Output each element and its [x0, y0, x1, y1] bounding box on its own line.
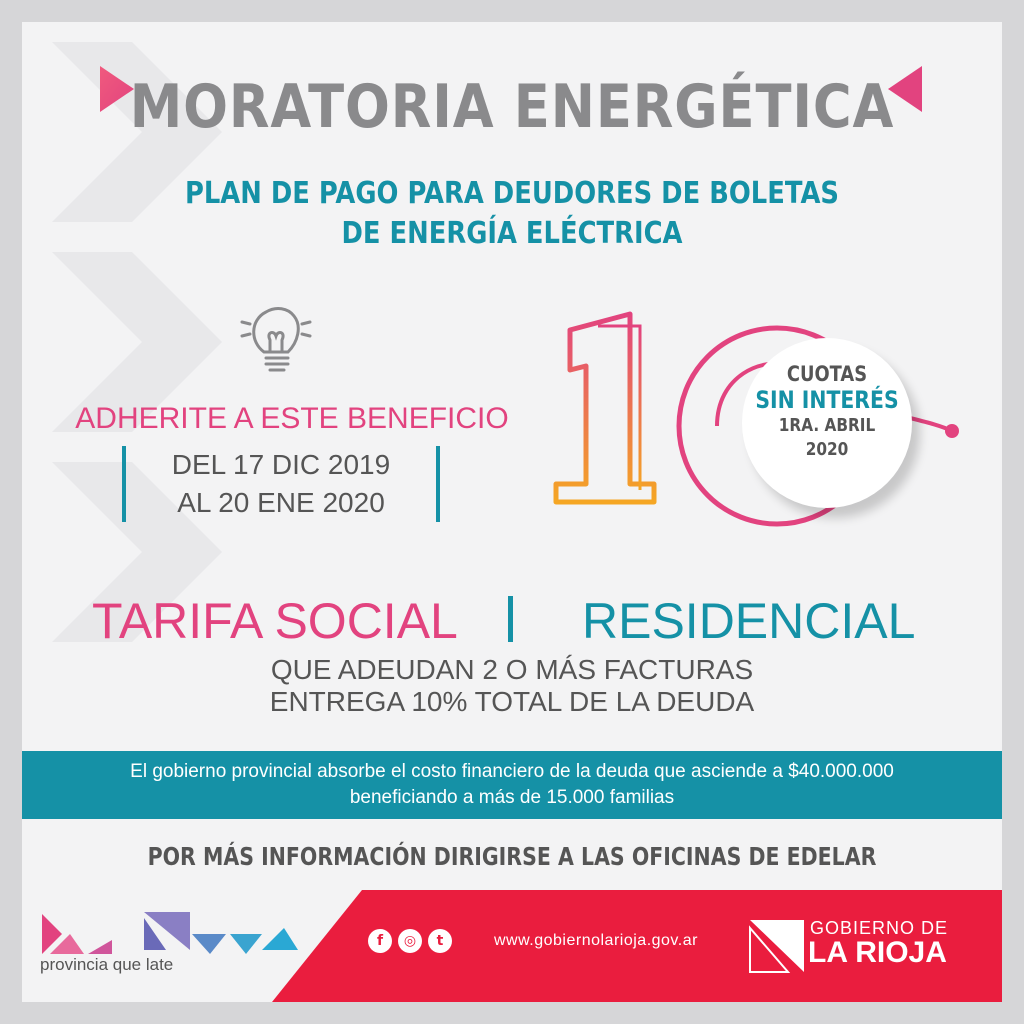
- date-range: [122, 446, 440, 522]
- gobierno-la-rioja-logo: [748, 918, 808, 974]
- twitter-icon[interactable]: t: [428, 929, 452, 953]
- cuotas-badge: [742, 338, 912, 508]
- brand-tagline: provincia que late: [40, 955, 174, 974]
- subtitle-line-2: DE ENERGÍA ELÉCTRICA: [341, 216, 683, 251]
- category-tarifa-social: TARIFA SOCIAL: [92, 593, 458, 649]
- first-payment-year: 2020: [805, 439, 849, 460]
- website-link[interactable]: www.gobiernolarioja.gov.ar: [494, 932, 698, 949]
- adherite-label: ADHERITE A ESTE BENEFICIO: [75, 402, 509, 435]
- page-title: MORATORIA ENERGÉTICA: [129, 72, 895, 142]
- poster: [22, 22, 1002, 1002]
- gobierno-label: GOBIERNO DE: [810, 918, 949, 938]
- la-rioja-label: LA RIOJA: [808, 936, 947, 969]
- financing-banner: [22, 751, 1002, 819]
- date-from: DEL 17 DIC 2019: [171, 449, 391, 480]
- subtitle: [91, 174, 934, 254]
- condition-line-1: QUE ADEUDAN 2 O MÁS FACTURAS: [270, 654, 754, 685]
- banner-line-1: El gobierno provincial absorbe el costo financiero de la deuda que asciende a $40.000.000: [130, 761, 894, 782]
- conditions: [22, 654, 1002, 718]
- condition-line-2: ENTREGA 10% TOTAL DE LA DEUDA: [269, 686, 755, 717]
- category-residencial: RESIDENCIAL: [582, 593, 916, 649]
- banner-line-2: beneficiando a más de 15.000 familias: [349, 787, 675, 808]
- date-to: AL 20 ENE 2020: [177, 487, 385, 518]
- category-divider: [508, 596, 513, 642]
- first-payment-label: 1RA. ABRIL: [778, 415, 876, 436]
- instagram-icon[interactable]: ◎: [398, 929, 422, 953]
- cuotas-label: CUOTAS: [786, 362, 868, 386]
- provincia-que-late-logo: [40, 910, 310, 958]
- lightbulb-icon: [236, 292, 316, 382]
- subtitle-line-1: PLAN DE PAGO PARA DEUDORES DE BOLETAS: [184, 176, 840, 211]
- facebook-icon[interactable]: f: [368, 929, 392, 953]
- sin-interes-label: SIN INTERÉS: [755, 386, 899, 414]
- info-text: POR MÁS INFORMACIÓN DIRIGIRSE A LAS OFICINAS DE EDELAR: [147, 842, 877, 871]
